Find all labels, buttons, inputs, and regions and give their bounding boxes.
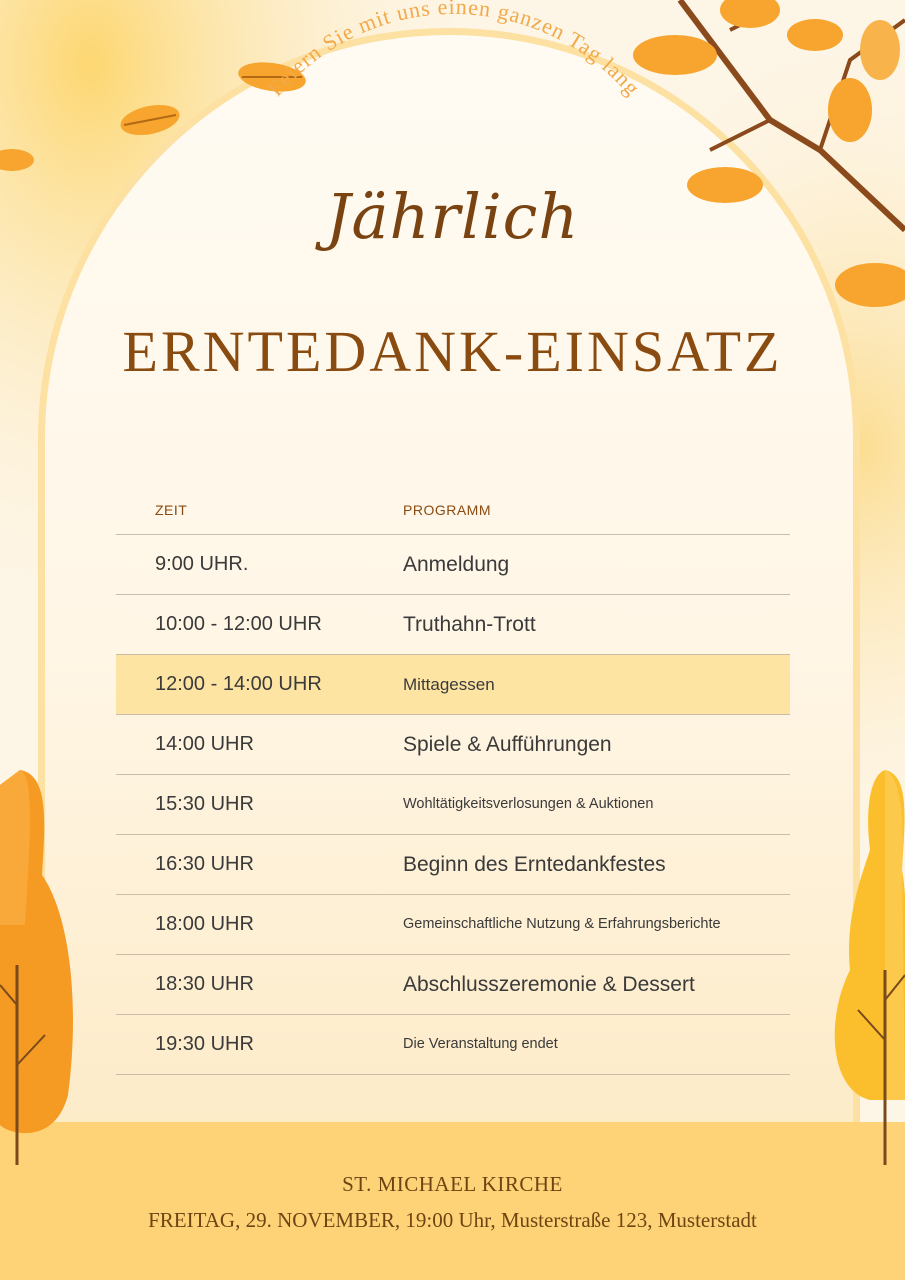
table-row — [116, 895, 790, 955]
table-row — [116, 535, 790, 595]
program-cell: Mittagessen — [403, 675, 495, 694]
time-cell: 9:00 UHR. — [155, 553, 249, 575]
autumn-tree-left-icon — [0, 765, 75, 1165]
program-cell: Wohltätigkeitsverlosungen & Auktionen — [403, 796, 654, 812]
footer-band — [0, 1122, 905, 1280]
table-row — [116, 715, 790, 775]
event-date-location: FREITAG, 29. NOVEMBER, 19:00 Uhr, Musterstraße 123, Musterstadt — [148, 1208, 757, 1232]
time-cell: 19:30 UHR — [155, 1033, 254, 1055]
table-row — [116, 955, 790, 1015]
program-cell: Beginn des Erntedankfestes — [403, 853, 666, 876]
time-cell: 16:30 UHR — [155, 853, 254, 875]
program-cell: Truthahn-Trott — [403, 613, 536, 636]
program-cell: Gemeinschaftliche Nutzung & Erfahrungsberichte — [403, 916, 721, 932]
church-name: ST. MICHAEL KIRCHE — [342, 1172, 563, 1196]
autumn-tree-right-icon — [830, 770, 905, 1170]
time-cell: 12:00 - 14:00 UHR — [155, 673, 322, 695]
table-row — [116, 775, 790, 835]
svg-text:Feiern Sie mit uns einen ganze: Feiern Sie mit uns einen ganzen Tag lang — [262, 0, 646, 101]
time-cell: 18:00 UHR — [155, 913, 254, 935]
table-row — [116, 1015, 790, 1075]
program-cell: Spiele & Aufführungen — [403, 733, 612, 756]
script-title: Jährlich — [325, 180, 580, 253]
program-cell: Die Veranstaltung endet — [403, 1036, 558, 1052]
table-row — [116, 595, 790, 655]
arc-tagline — [0, 0, 905, 300]
time-cell: 14:00 UHR — [155, 733, 254, 755]
program-cell: Anmeldung — [403, 553, 510, 576]
schedule-table — [116, 492, 790, 1075]
table-header — [116, 492, 790, 535]
page-title: ERNTEDANK-EINSATZ — [122, 319, 783, 384]
time-cell: 18:30 UHR — [155, 973, 254, 995]
table-row — [116, 835, 790, 895]
time-column-header: ZEIT — [155, 502, 188, 518]
program-cell: Abschlusszeremonie & Dessert — [403, 973, 695, 996]
time-cell: 15:30 UHR — [155, 793, 254, 815]
time-cell: 10:00 - 12:00 UHR — [155, 613, 322, 635]
table-row-highlighted — [116, 655, 790, 715]
program-column-header: PROGRAMM — [403, 502, 491, 518]
